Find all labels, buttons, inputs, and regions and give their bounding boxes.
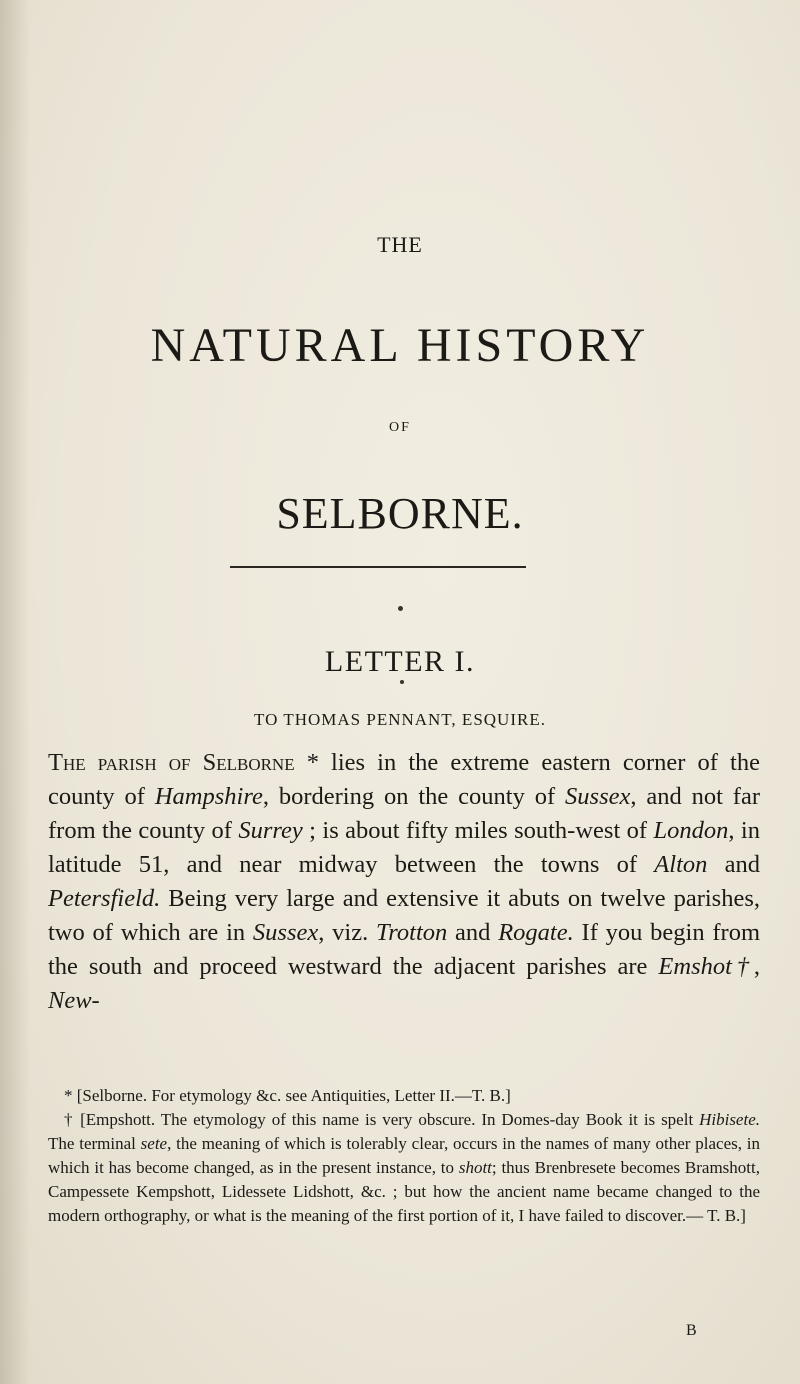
footnote-1: * [Selborne. For etymology &c. see Antiquities, Letter II.—T. B.] [64, 1086, 511, 1105]
body-place: Trotton [376, 919, 448, 946]
body-text: and [707, 851, 761, 878]
footnote-text: † [Empshott. The etymology of this name is very obscure. In Domes-day Book it is spelt [64, 1110, 700, 1129]
footnote-italic: Hibisete. [699, 1110, 760, 1129]
body-place: London [653, 817, 729, 844]
body-text: , viz. [318, 919, 376, 946]
signature-mark: B [686, 1322, 697, 1339]
footnote-text: The terminal [48, 1134, 141, 1153]
body-place: Hampshire [154, 783, 263, 810]
letter-addressee: TO THOMAS PENNANT, ESQUIRE. [254, 710, 546, 729]
title-rule [230, 566, 526, 568]
title-natural-history: NATURAL HISTORY [150, 319, 650, 372]
footnote-2 [48, 1108, 760, 1228]
ornament-dot [400, 680, 404, 684]
body-place: Sussex [252, 919, 319, 946]
body-place: Alton [654, 851, 708, 878]
letter-body [48, 746, 760, 1018]
body-text: , bordering on the county of [262, 783, 566, 810]
body-place: Emshot† [658, 953, 754, 980]
body-place: New- [48, 987, 100, 1014]
body-place: Sussex [565, 783, 631, 810]
footnote-text: , the meaning of which is tolerably clear, occurs in the names of many other places, in which it has become changed, as in the present instance, to [48, 1134, 760, 1177]
title-of: OF [389, 420, 411, 435]
footnote-text: ; thus Brenbresete becomes Bramshott, Campessete Kempshott, Lidessete Lidshott, &c. ; but how the ancient name became changed to the modern orthography, or what is the meaning of the first portion of it, I have failed to discover.— T. B.] [48, 1158, 760, 1225]
body-text: , [753, 953, 760, 980]
title-the: THE [377, 232, 423, 257]
body-text: and [447, 919, 499, 946]
body-text: , in latitude 51, and near midway between the towns of [48, 817, 760, 878]
body-text: , and not far from the county of [48, 783, 760, 844]
letter-heading: LETTER I. [324, 645, 476, 678]
body-text: * lies in the extreme eastern corner of the county of [48, 749, 760, 810]
body-place: Surrey [238, 817, 303, 844]
footnotes [48, 1084, 760, 1228]
page-edge-shadow [0, 0, 30, 1384]
body-place: Petersfield. [48, 885, 161, 912]
footnote-italic: shott [458, 1158, 492, 1177]
ornament-dot [398, 606, 403, 611]
body-text: Being very large and extensive it abuts on twelve parishes, two of which are in [48, 885, 760, 946]
body-text: ; is about fifty miles south-west of [302, 817, 654, 844]
body-text: If you begin from the south and proceed westward the adjacent parishes are [48, 919, 761, 980]
title-place: SELBORNE. [276, 489, 524, 538]
body-opening: The parish of Selborne [48, 749, 295, 776]
body-place: Rogate. [498, 919, 574, 946]
footnote-italic: sete [140, 1134, 168, 1153]
